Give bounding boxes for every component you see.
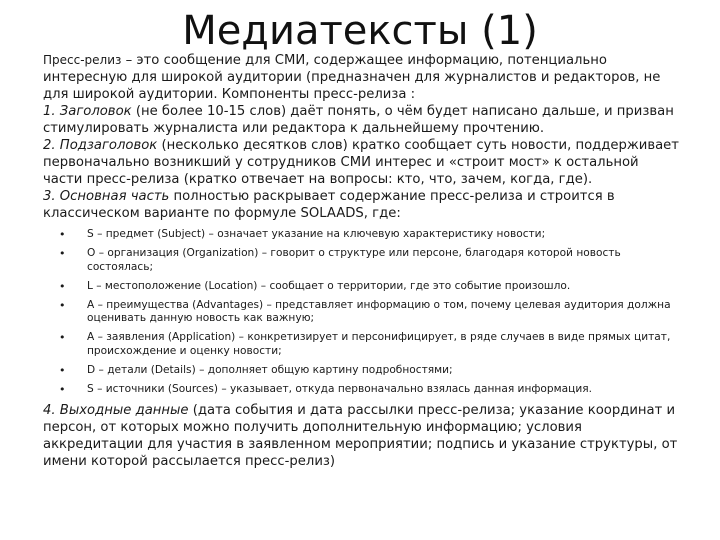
item-2-text: (несколько десятков слов) кратко сообщает суть новости, поддерживает первоначально возникший у сотрудников СМИ интерес и «строит мост» к остальной части пресс-релиза (кратко отвечает на вопросы: кто, что, зачем, когда, где).: [43, 138, 679, 187]
item-3-text: полностью раскрывает содержание пресс-релиза и строится в классическом варианте по формуле SOLAADS, где:: [43, 189, 615, 221]
item-2-num: 2.: [43, 138, 60, 153]
item-3: [43, 188, 679, 222]
intro-paragraph: [43, 52, 679, 103]
list-item: • O – организация (Organization) – говорит о структуре или персоне, благодаря которой новость состоялась;: [85, 247, 679, 274]
item-4-num: 4.: [43, 402, 60, 418]
slide-title: Медиатексты (1): [182, 8, 538, 54]
item-1-num: 1.: [43, 104, 60, 119]
intro-term: Пресс-релиз: [43, 53, 122, 67]
item-2-label: Подзаголовок: [59, 138, 158, 153]
list-item: • A – заявления (Application) – конкретизирует и персонифицирует, в ряде случаев в виде прямых цитат, происхождение и оценку новости;: [85, 331, 679, 358]
slide-body: [43, 52, 679, 470]
list-item: • D – детали (Details) – дополняет общую картину подробностями;: [85, 364, 679, 378]
list-item: • S – предмет (Subject) – означает указание на ключевую характеристику новости;: [85, 228, 679, 242]
item-4: [43, 402, 679, 470]
item-1: [43, 103, 679, 137]
item-4-label: Выходные данные: [59, 402, 189, 418]
item-2: [43, 137, 679, 188]
intro-text: – это сообщение для СМИ, содержащее информацию, потенциально интересную для широкой аудитории (предназначен для журналистов и редакторов, не для широкой аудитории. Компоненты пресс-релиза :: [43, 53, 661, 102]
list-item: • S – источники (Sources) – указывает, откуда первоначально взялась данная информация.: [85, 383, 679, 397]
list-item: • A – преимущества (Advantages) – представляет информацию о том, почему целевая аудитория должна оценивать данную новость как важную;: [85, 299, 679, 326]
item-4-text: (дата события и дата рассылки пресс-релиза; указание координат и персон, от которых можно получить дополнительную информацию; условия аккредитации для участия в заявленном мероприятии; подпись и указание структуры, от имени которой рассылается пресс-релиз): [43, 402, 678, 469]
item-1-text: (не более 10-15 слов) даёт понять, о чём будет написано дальше, и призван стимулировать журналиста или редактора к дальнейшему прочтению.: [43, 104, 674, 136]
list-item: • L – местоположение (Location) – сообщает о территории, где это событие произошло.: [85, 280, 679, 294]
item-3-num: 3.: [43, 189, 60, 204]
item-3-label: Основная часть: [59, 189, 170, 204]
item-1-label: Заголовок: [59, 104, 132, 119]
solaads-list: [43, 228, 679, 396]
